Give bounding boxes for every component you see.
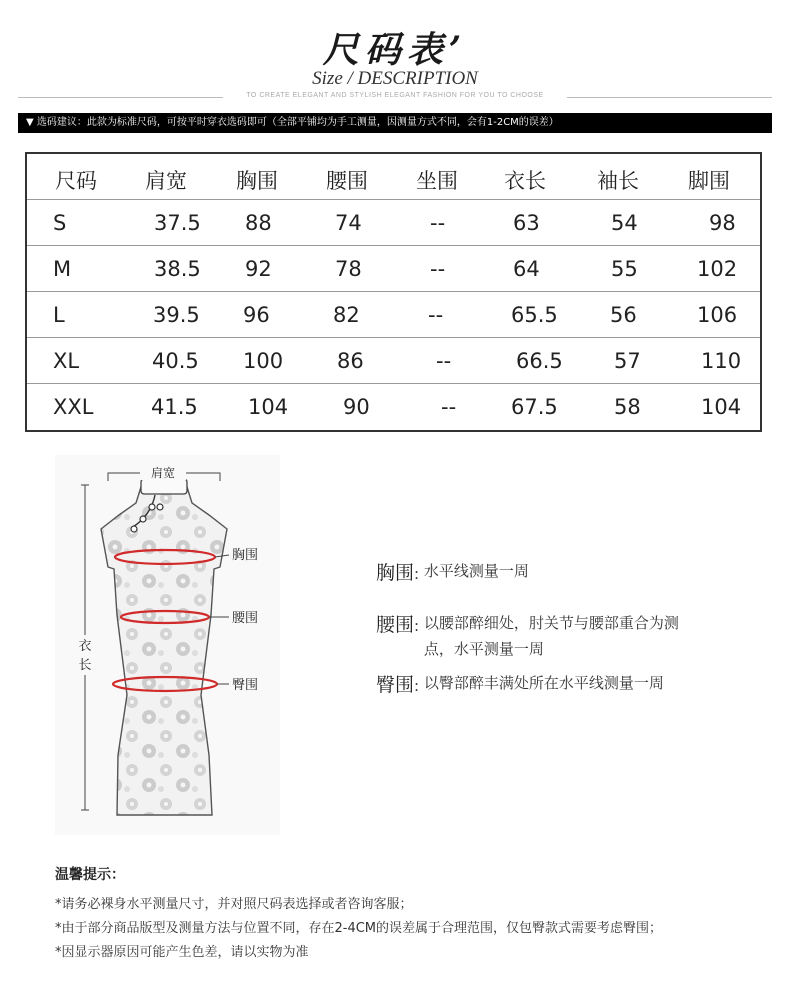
tip-item: *请务必裸身水平测量尺寸，并对照尺码表选择或者咨询客服；: [55, 897, 413, 912]
size-advice-banner: ▼ 选码建议：此款为标准尺码，可按平时穿衣选码即可（全部平铺均为手工测量，因测量方式不同，会有1-2CM的误差）: [18, 113, 772, 133]
page-title: 尺码表’: [322, 29, 468, 71]
header-seat: 坐围: [416, 169, 458, 193]
cell-chest: 92: [245, 257, 272, 281]
header-shoulder: 肩宽: [145, 169, 187, 193]
cell-seat: --: [430, 211, 446, 235]
frog-button-icon: [131, 526, 137, 532]
cell-sleeve: 57: [614, 349, 641, 373]
header-hem: 脚围: [688, 169, 730, 193]
legend-colon: :: [414, 677, 420, 695]
hip-label: 臀围: [232, 678, 259, 693]
cell-length: 66.5: [516, 349, 563, 373]
cell-shoulder: 38.5: [154, 257, 201, 281]
cell-size: XL: [53, 349, 80, 373]
size-table: [25, 152, 762, 432]
table-header-row: [27, 154, 760, 200]
table-row: [27, 246, 760, 292]
legend-hip: [376, 670, 664, 697]
cell-size: S: [53, 211, 67, 235]
legend-desc-waist-line1: 以腰部醉细处，肘关节与腰部重合为测: [423, 614, 679, 632]
length-label-top: 衣: [78, 639, 92, 654]
cell-length: 64: [513, 257, 540, 281]
tips-title: 温馨提示：: [55, 867, 125, 883]
legend-desc-waist: [424, 610, 679, 662]
legend-chest: [376, 558, 529, 585]
frog-button-icon: [140, 516, 146, 522]
cell-shoulder: 39.5: [153, 303, 200, 327]
length-label-bottom: 长: [78, 658, 92, 673]
cell-waist: 78: [335, 257, 362, 281]
legend-term-chest: 胸围: [376, 562, 415, 584]
cell-length: 67.5: [511, 395, 558, 419]
cell-hem: 104: [701, 395, 742, 419]
slogan-text: TO CREATE ELEGANT AND STYLISH ELEGANT FASHION FOR YOU TO CHOOSE: [246, 92, 544, 99]
header-chest: 胸围: [236, 169, 278, 193]
cell-chest: 104: [248, 395, 289, 419]
frog-button-icon: [149, 504, 155, 510]
page-header: [0, 0, 790, 110]
header-sleeve: 袖长: [597, 169, 639, 193]
qipao-measurement-diagram: [55, 455, 280, 835]
frog-button-icon: [157, 504, 163, 510]
chest-label: 胸围: [232, 548, 259, 563]
table-row: [27, 338, 760, 384]
legend-desc-hip: 以臀部醉丰满处所在水平线测量一周: [423, 674, 664, 692]
legend-desc-waist-line2: 点，水平测量一周: [423, 640, 544, 658]
legend-colon: :: [414, 617, 420, 635]
cell-length: 65.5: [511, 303, 558, 327]
mandarin-collar: [141, 479, 187, 494]
cell-chest: 88: [245, 211, 272, 235]
table-row: [27, 200, 760, 246]
cell-size: XXL: [53, 395, 94, 419]
cell-waist: 86: [337, 349, 364, 373]
waist-label: 腰围: [232, 611, 259, 626]
cell-hem: 106: [697, 303, 738, 327]
table-row: [27, 384, 760, 430]
page-subtitle: Size / DESCRIPTION: [312, 68, 478, 89]
cell-sleeve: 56: [610, 303, 637, 327]
cell-seat: --: [430, 257, 446, 281]
cell-sleeve: 58: [614, 395, 641, 419]
header-length: 衣长: [504, 169, 546, 193]
divider-left: [18, 97, 223, 98]
cell-hem: 110: [701, 349, 742, 373]
legend-term-hip: 臀围: [376, 674, 415, 696]
cell-size: L: [53, 303, 65, 327]
table-row: [27, 292, 760, 338]
tip-item: *因显示器原因可能产生色差，请以实物为准: [55, 945, 309, 960]
shoulder-label: 肩宽: [150, 466, 176, 480]
header-size: 尺码: [55, 169, 97, 193]
cell-shoulder: 37.5: [154, 211, 201, 235]
cell-waist: 90: [343, 395, 370, 419]
warm-tips: [55, 864, 775, 965]
cell-seat: --: [441, 395, 457, 419]
legend-desc-chest: 水平线测量一周: [423, 562, 529, 580]
cell-seat: --: [436, 349, 452, 373]
slogan-row: [18, 92, 772, 104]
cell-size: M: [53, 257, 72, 281]
cell-sleeve: 55: [611, 257, 638, 281]
cell-shoulder: 40.5: [152, 349, 199, 373]
tip-item: *由于部分商品版型及测量方法与位置不同，存在2-4CM的误差属于合理范围，仅包臀款式需要考虑臀围；: [55, 921, 663, 936]
cell-chest: 100: [243, 349, 284, 373]
cell-waist: 82: [333, 303, 360, 327]
cell-hem: 102: [697, 257, 738, 281]
cell-sleeve: 54: [611, 211, 638, 235]
cell-chest: 96: [243, 303, 270, 327]
cell-length: 63: [513, 211, 540, 235]
qipao-illustration: [55, 455, 280, 835]
cell-waist: 74: [335, 211, 362, 235]
legend-waist: [376, 610, 679, 662]
divider-right: [567, 97, 772, 98]
cell-hem: 98: [709, 211, 736, 235]
cell-shoulder: 41.5: [151, 395, 198, 419]
legend-term-waist: 腰围: [376, 614, 415, 636]
legend-colon: :: [414, 565, 420, 583]
cell-seat: --: [428, 303, 444, 327]
header-waist: 腰围: [326, 169, 368, 193]
